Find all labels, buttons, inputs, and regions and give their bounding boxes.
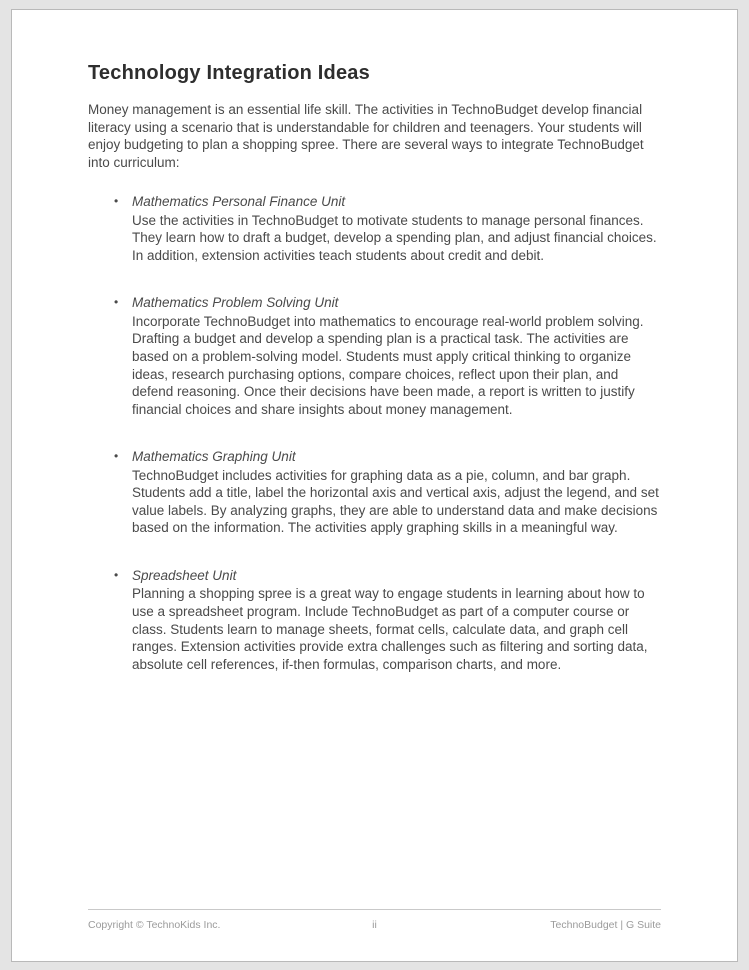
section-body: Planning a shopping spree is a great way to engage students in learning about how to use a spreadsheet program. Include TechnoBudget as part of a computer course or class. Students learn to manage sheets, format cells, calculate data, and graph cell ranges. Extension activities provide extra challenges such as filtering and sorting data, absolute cell references, if-then formulas, comparison charts, and more. — [132, 586, 648, 672]
bullet-icon: • — [114, 449, 119, 464]
footer-copyright: Copyright © TechnoKids Inc. — [88, 919, 221, 931]
section-body: Incorporate TechnoBudget into mathematics to encourage real-world problem solving. Drafting a budget and develop a spending plan is a practical task. The activities are based on a problem-solving model. Students must apply critical thinking to organize ideas, research purchasing options, compare choices, reflect upon their plan, and defend reasoning. Once their decisions have been made, a report is written to justify financial choices and share insights about money management. — [132, 313, 644, 417]
bullet-icon: • — [114, 194, 119, 209]
section-heading: Mathematics Personal Finance Unit — [132, 194, 346, 210]
section-heading: Mathematics Graphing Unit — [132, 449, 296, 465]
page-title: Technology Integration Ideas — [88, 62, 370, 84]
list-item — [88, 448, 661, 537]
document-page — [11, 9, 738, 962]
section-heading: Spreadsheet Unit — [132, 567, 237, 583]
list-item — [88, 193, 661, 264]
page-footer — [88, 909, 661, 931]
section-body: TechnoBudget includes activities for graphing data as a pie, column, and bar graph. Students add a title, label the horizontal axis and vertical axis, adjust the legend, and set value labels. By analyzing graphs, they are able to understand data and make decisions based on the information. The activities apply graphing skills in a meaningful way. — [132, 467, 659, 536]
section-body: Use the activities in TechnoBudget to motivate students to manage personal finances. They learn how to draft a budget, develop a spending plan, and adjust financial choices. In addition, extension activities teach students about credit and debit. — [132, 212, 657, 263]
section-list — [88, 193, 661, 673]
footer-product-label: TechnoBudget | G Suite — [550, 919, 661, 931]
section-heading: Mathematics Problem Solving Unit — [132, 295, 339, 311]
intro-paragraph: Money management is an essential life skill. The activities in TechnoBudget develop financial literacy using a scenario that is understandable for children and teenagers. Your students will enjoy budgeting to plan a shopping spree. There are several ways to integrate TechnoBudget into curriculum: — [88, 102, 644, 170]
bullet-icon: • — [114, 567, 119, 582]
list-item — [88, 294, 661, 418]
footer-page-number: ii — [372, 919, 377, 931]
bullet-icon: • — [114, 295, 119, 310]
list-item — [88, 567, 661, 673]
